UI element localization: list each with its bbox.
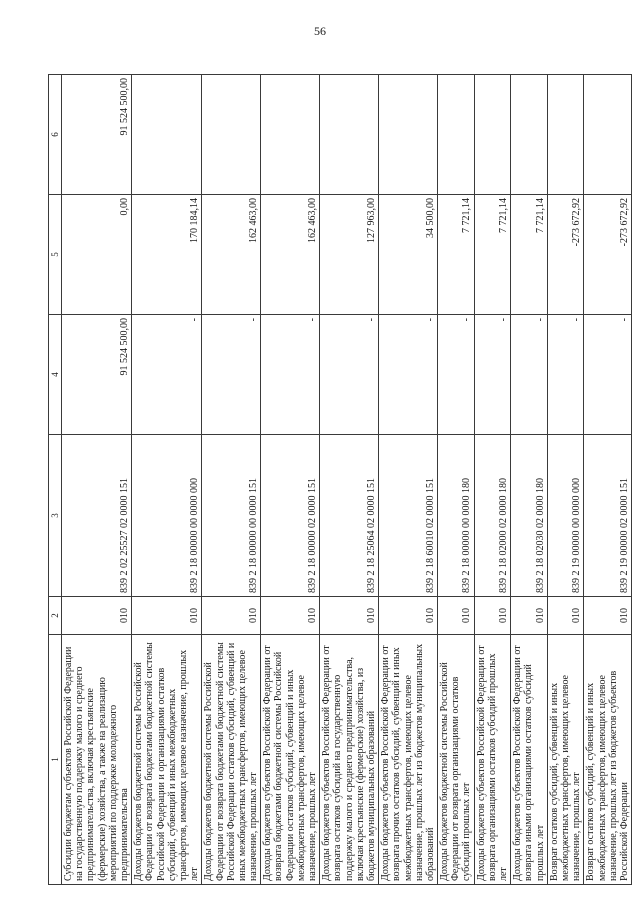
budget-classification-code-cell: 839 2 18 25064 02 0000 151 (320, 435, 379, 597)
table-row (438, 75, 475, 885)
table-row (379, 75, 438, 885)
row-name-cell: Доходы бюджетов субъектов Российской Федерации от возврата иными организациями остатков субсидий прошлых лет (511, 635, 548, 885)
column-header: 5 (49, 195, 62, 315)
row-name-cell: Субсидии бюджетам субъектов Российской Федерации на государственную поддержку малого и среднего предпринимательства, включая крестьянские (фермерские) хозяйства, а также на реализацию мероприятий по поддержке молодежного предпринимательства (62, 635, 132, 885)
table-row (474, 75, 511, 885)
table-row (584, 75, 632, 885)
column-header: 2 (49, 597, 62, 635)
budget-classification-code-cell: 839 2 18 00000 00 0000 180 (438, 435, 475, 597)
row-code-cell: 010 (584, 597, 632, 635)
table-row (132, 75, 202, 885)
row-name-cell: Доходы бюджетов бюджетной системы Российской Федерации от возврата организациями остатков субсидий прошлых лет (438, 635, 475, 885)
table-body (62, 75, 632, 885)
row-code-cell: 010 (379, 597, 438, 635)
budget-classification-code-cell: 839 2 19 00000 00 0000 000 (547, 435, 584, 597)
amount-cell: 7 721,14 (474, 195, 511, 315)
row-code-cell: 010 (62, 597, 132, 635)
amount-cell (438, 75, 475, 195)
amount-cell (547, 75, 584, 195)
column-header: 1 (49, 635, 62, 885)
amount-cell: 34 500,00 (379, 195, 438, 315)
amount-cell (132, 75, 202, 195)
column-header: 4 (49, 315, 62, 435)
row-name-cell: Доходы бюджетов субъектов Российской Федерации от возврата прочих остатков субсидий, субвенций и иных межбюджетных трансфертов, имеющих целевое назначение, прошлых лет из бюджетов муниципальных образований (379, 635, 438, 885)
row-code-cell: 010 (261, 597, 320, 635)
amount-cell (474, 75, 511, 195)
row-name-cell: Доходы бюджетов субъектов Российской Федерации от возврата бюджетами бюджетной системы Российской Федерации остатков субсидий, субвенций и иных межбюджетных трансфертов, имеющих целевое назначение, прошлых лет (261, 635, 320, 885)
amount-cell: - (202, 315, 261, 435)
budget-classification-code-cell: 839 2 02 25527 02 0000 151 (62, 435, 132, 597)
row-name-cell: Возврат остатков субсидий, субвенций и иных межбюджетных трансфертов, имеющих целевое назначение, прошлых лет из бюджетов субъектов Российской Федерации (584, 635, 632, 885)
budget-classification-code-cell: 839 2 18 02030 02 0000 180 (511, 435, 548, 597)
amount-cell: 162 463,00 (202, 195, 261, 315)
amount-cell: 91 524 500,00 (62, 75, 132, 195)
rotated-report-table (48, 75, 630, 885)
amount-cell: 91 524 500,00 (62, 315, 132, 435)
amount-cell: - (474, 315, 511, 435)
amount-cell: 7 721,14 (511, 195, 548, 315)
row-code-cell: 010 (202, 597, 261, 635)
amount-cell (511, 75, 548, 195)
table-row (511, 75, 548, 885)
amount-cell: - (379, 315, 438, 435)
amount-cell: - (511, 315, 548, 435)
amount-cell: -273 672,92 (547, 195, 584, 315)
row-code-cell: 010 (511, 597, 548, 635)
amount-cell: - (132, 315, 202, 435)
row-code-cell: 010 (474, 597, 511, 635)
amount-cell: - (261, 315, 320, 435)
amount-cell: - (584, 315, 632, 435)
page-number: 56 (314, 24, 326, 38)
column-header: 6 (49, 75, 62, 195)
budget-classification-code-cell: 839 2 18 00000 00 0000 151 (202, 435, 261, 597)
table-row (261, 75, 320, 885)
budget-classification-code-cell: 839 2 18 02000 02 0000 180 (474, 435, 511, 597)
amount-cell (202, 75, 261, 195)
row-code-cell: 010 (132, 597, 202, 635)
amount-cell (261, 75, 320, 195)
amount-cell: - (438, 315, 475, 435)
amount-cell: 170 184,14 (132, 195, 202, 315)
row-code-cell: 010 (547, 597, 584, 635)
row-code-cell: 010 (438, 597, 475, 635)
amount-cell: 0,00 (62, 195, 132, 315)
row-name-cell: Доходы бюджетов субъектов Российской Федерации от возврата остатков субсидий на государственную поддержку малого и среднего предпринимательства, включая крестьянские (фермерские) хозяйства, из бюджетов муниципальных образований (320, 635, 379, 885)
row-name-cell: Доходы бюджетов субъектов Российской Федерации от возврата организациями остатков субсидий прошлых лет (474, 635, 511, 885)
revenue-table (48, 74, 632, 885)
budget-classification-code-cell: 839 2 18 00000 00 0000 000 (132, 435, 202, 597)
amount-cell: - (320, 315, 379, 435)
budget-classification-code-cell: 839 2 18 00000 02 0000 151 (261, 435, 320, 597)
table-row (320, 75, 379, 885)
amount-cell: -273 672,92 (584, 195, 632, 315)
amount-cell: - (547, 315, 584, 435)
budget-classification-code-cell: 839 2 19 00000 02 0000 151 (584, 435, 632, 597)
row-name-cell: Возврат остатков субсидий, субвенций и иных межбюджетных трансфертов, имеющих целевое назначение, прошлых лет (547, 635, 584, 885)
amount-cell: 127 963,00 (320, 195, 379, 315)
amount-cell (320, 75, 379, 195)
amount-cell (379, 75, 438, 195)
table-header-row (49, 75, 62, 885)
amount-cell: 162 463,00 (261, 195, 320, 315)
table-row (547, 75, 584, 885)
budget-classification-code-cell: 839 2 18 60010 02 0000 151 (379, 435, 438, 597)
amount-cell (584, 75, 632, 195)
table-row (202, 75, 261, 885)
row-name-cell: Доходы бюджетов бюджетной системы Российской Федерации от возврата бюджетами бюджетной системы Российской Федерации и организациями остатков субсидий, субвенций и иных межбюджетных трансфертов, имеющих целевое назначение, прошлых лет (132, 635, 202, 885)
column-header: 3 (49, 435, 62, 597)
amount-cell: 7 721,14 (438, 195, 475, 315)
row-code-cell: 010 (320, 597, 379, 635)
row-name-cell: Доходы бюджетов бюджетной системы Российской Федерации от возврата бюджетами бюджетной системы Российской Федерации остатков субсидий, субвенций и иных межбюджетных трансфертов, имеющих целевое назначение, прошлых лет (202, 635, 261, 885)
table-row (62, 75, 132, 885)
